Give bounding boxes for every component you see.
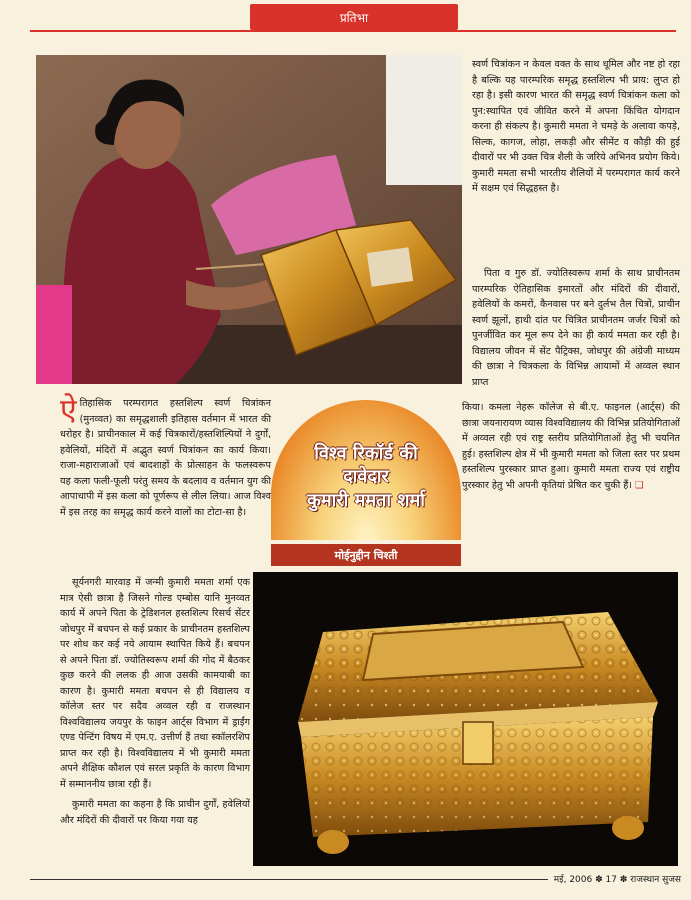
paragraph: कुमारी ममता का कहना है कि प्राचीन दुर्गों, हवेलियों और मंदिरों की दीवारों पर किया गया यह: [60, 799, 250, 826]
column-right-top: [472, 57, 680, 202]
headline-banner: [271, 400, 461, 540]
headline-line-3: कुमारी ममता शर्मा: [307, 489, 425, 511]
intro-paragraph: [60, 393, 271, 525]
paragraph: पिता व गुरु डॉ. ज्योतिस्वरूप शर्मा के साथ प्राचीनतम पारम्परिक ऐतिहासिक इमारतों और मंदिरों की दीवारों, हवेलियों के कमरों, कैनवास पर बने दुर्लभ तैल चित्रों, प्राचीन स्वर्ण झूलों, हाथी दांत पर चित्रित प्राचीनतम जर्जर चित्रों को पुनर्जीवित कर मूल रूप देने का ही कार्य ममता कर रही है। विद्यालय जीवन में सेंट पैट्रिक्स, जोधपुर की अंग्रेजी माध्यम की छात्रा ने चित्रकला के विभिन्न आयामों में अव्वल स्थान प्राप्त: [472, 268, 680, 388]
column-middle: [462, 400, 680, 498]
author-byline: मोईनुद्दीन चिश्ती: [271, 544, 461, 566]
paragraph: [60, 393, 271, 520]
page-footer: मई, 2006 ✽ 17 ✽ राजस्थान सुजस: [548, 872, 681, 885]
top-divider: [30, 30, 676, 32]
paragraph-text: किया। कमला नेहरू कॉलेज से बी.ए. फाइनल (आर्ट्स) की छात्रा जयनारायण व्यास विश्वविद्यालय की विभिन्न प्रतियोगिताओं में अव्वल रही एवं राष्ट्र स्तरीय प्रतियोगिताओं हेतु भी चयनित हुई। हस्तशिल्प क्षेत्र में भी कुमारी ममता को जिला स्तर पर प्रथम हस्तशिल्प पुरस्कार प्राप्त हुआ। कुमारी ममता राज्य एवं राष्ट्रीय पुरस्कार हेतु भी अपनी कृतियां प्रेषित कर चुकी हैं।: [462, 402, 680, 491]
headline-line-2: दावेदार: [343, 466, 389, 488]
paragraph: स्वर्ण चित्रांकन न केवल वक्त के साथ धूमिल और नष्ट हो रहा है बल्कि यह पारम्परिक समृद्ध हस्तशिल्प भी प्राय: लुप्त हो रहा है। इसी कारण भारत की समृद्ध स्वर्ण चित्रांकन कला को पुन:स्थापित एवं जीवित करने में अपना किंचित योगदान करना ही संकल्प है। कुमारी ममता ने चमड़े के अलावा कपड़े, सिल्क, कागज, लोहा, लकड़ी और सीमेंट व कौड़ी की हुई दीवारों पर भी उक्त चित्र शैली के जरिये अभिनव प्रयोग किये। कुमारी ममता सभी भारतीय शैलियों में परम्परागत कार्य करने में सक्षम एवं सिद्धहस्त है।: [472, 59, 680, 195]
headline-line-1: विश्व रिकॉर्ड की: [314, 442, 418, 464]
end-mark-icon: ❑: [635, 479, 644, 491]
artist-photo: [36, 55, 462, 384]
paragraph: [462, 400, 680, 493]
golden-box-photo: [253, 572, 678, 866]
column-right-middle: [472, 266, 680, 395]
drop-cap: ऐ: [60, 393, 77, 428]
column-left: [60, 575, 250, 834]
intro-text: तिहासिक परम्परागत हस्तशिल्प स्वर्ण चित्रांकन (मुनव्वत) का समृद्धशाली इतिहास वर्तमान में भारत की धरोहर है। प्राचीनकाल में कई चित्रकारों/हस्तशिल्पियों ने दुर्गों, हवेलियों, मंदिरों में अद्भुत स्वर्ण चित्रांकन का कार्य किया। राजा-महाराजाओं एवं बादशाहों के प्रोत्साहन के फलस्वरूप यह कला फली-फूली परंतु समय के बदलाव व वर्तमान युग की आपाधापी में इस कला को पूर्णरूप से लील लिया। आज विश्व में इस तरह का समृद्ध कार्य करने वालों का टोटा-सा है।: [60, 398, 271, 518]
section-label: प्रतिभा: [250, 4, 458, 30]
paragraph: सूर्यनगरी मारवाड़ में जन्मी कुमारी ममता शर्मा एक मात्र ऐसी छात्रा है जिसने गोल्ड एम्बोस यानि मुनव्वत कार्य में अपने पिता के ट्रेडिशनल हस्तशिल्प रिसर्च सेंटर जोधपुर में बचपन से कई प्रकार के प्राचीनतम हस्तशिल्प पर शोध कर कई नये आयाम स्थापित किये हैं। बचपन से अपने पिता डॉ. ज्योतिस्वरूप शर्मा की गोद में बैठकर कुछ करने की ललक ही आज उसकी कामयाबी का कारण है। कुमारी ममता बचपन से ही विद्यालय व कॉलेज स्तर पर सदैव अव्वल रही व राजस्थान विश्वविद्यालय जयपुर के फाइन आर्ट्स विभाग में ड्राईंग एण्ड पेन्टिंग विषय में एम.ए. उत्तीर्ण हैं तथा स्कॉलरशिप प्राप्त कर रही है। विश्वविद्यालय में भी कुमारी ममता अपने शैक्षिक कौशल एवं सरल प्रकृति के कारण विभाग में सम्माननीय छात्रा रही हैं।: [60, 577, 250, 790]
